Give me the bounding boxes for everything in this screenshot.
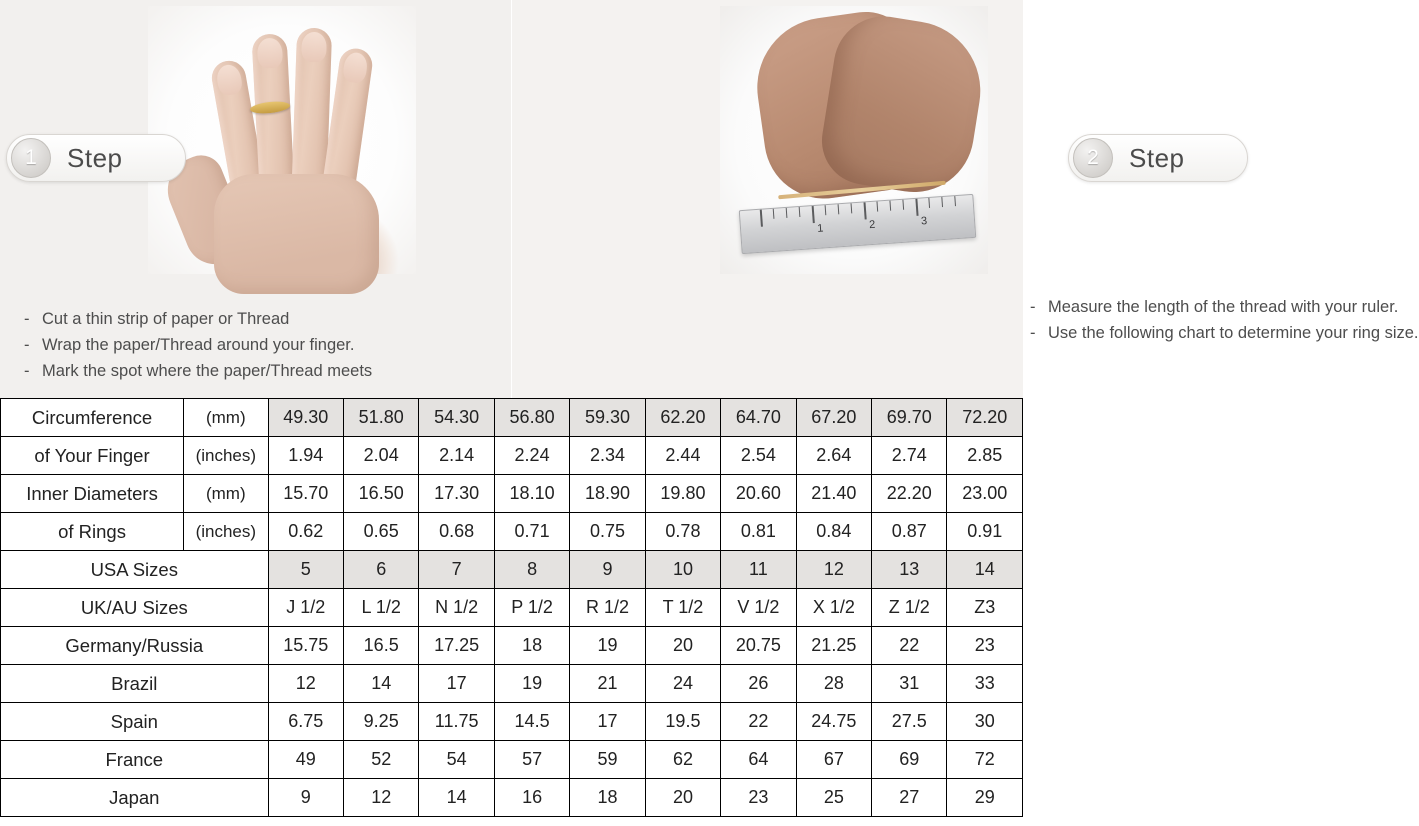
table-cell: L 1/2 (343, 589, 418, 627)
table-cell: 18.90 (570, 475, 645, 513)
table-cell: 12 (343, 779, 418, 817)
table-cell: 2.54 (721, 437, 796, 475)
ruler-number: 2 (868, 218, 876, 232)
table-cell: 59 (570, 741, 645, 779)
table-cell: 12 (268, 665, 343, 703)
table-cell: 2.74 (872, 437, 947, 475)
table-cell: 20.75 (721, 627, 796, 665)
table-cell: 22 (721, 703, 796, 741)
table-cell: 6.75 (268, 703, 343, 741)
table-cell: 20 (645, 627, 720, 665)
table-cell: 33 (947, 665, 1023, 703)
table-cell: 16 (494, 779, 569, 817)
table-cell: 14 (419, 779, 494, 817)
table-cell: 22 (872, 627, 947, 665)
right-hand-shape (816, 9, 991, 200)
table-cell: 52 (343, 741, 418, 779)
row-label: of Your Finger (1, 437, 184, 475)
table-cell: 20 (645, 779, 720, 817)
row-unit: (mm) (184, 399, 268, 437)
table-cell: 25 (796, 779, 871, 817)
step-1-badge (6, 134, 186, 182)
step-2-photo (720, 6, 988, 274)
table-cell: 17 (419, 665, 494, 703)
step-1-instructions (24, 306, 372, 384)
fingernail-icon (215, 63, 244, 97)
table-row (1, 589, 1023, 627)
table-cell: R 1/2 (570, 589, 645, 627)
step-1-photo (148, 6, 416, 274)
row-unit: (inches) (184, 437, 268, 475)
table-cell: 2.64 (796, 437, 871, 475)
table-cell: 23 (721, 779, 796, 817)
fingernail-icon (301, 32, 327, 63)
table-cell: 2.04 (343, 437, 418, 475)
table-cell: Z3 (947, 589, 1023, 627)
fingernail-icon (342, 51, 369, 84)
table-cell: 0.68 (419, 513, 494, 551)
list-item (1030, 320, 1419, 346)
table-cell: 64.70 (721, 399, 796, 437)
table-cell: 26 (721, 665, 796, 703)
hands-measuring-thread-illustration (720, 6, 988, 274)
table-cell: T 1/2 (645, 589, 720, 627)
table-cell: 18 (570, 779, 645, 817)
table-cell: 20.60 (721, 475, 796, 513)
table-row (1, 551, 1023, 589)
table-cell: 2.34 (570, 437, 645, 475)
table-cell: J 1/2 (268, 589, 343, 627)
list-item (24, 358, 372, 384)
table-cell: 17.25 (419, 627, 494, 665)
table-cell: 19.5 (645, 703, 720, 741)
table-cell: 29 (947, 779, 1023, 817)
table-cell: 0.75 (570, 513, 645, 551)
table-cell: 19 (570, 627, 645, 665)
row-label: Germany/Russia (1, 627, 269, 665)
table-cell: 51.80 (343, 399, 418, 437)
table-cell: 5 (268, 551, 343, 589)
table-row (1, 779, 1023, 817)
ruler-number: 3 (920, 215, 928, 228)
step-2-label: Step (1129, 142, 1185, 173)
step-2-instructions (1030, 294, 1419, 346)
table-cell: 23.00 (947, 475, 1023, 513)
size-chart-body (1, 399, 1023, 817)
step-1-label: Step (67, 142, 123, 173)
table-row (1, 437, 1023, 475)
table-cell: 2.44 (645, 437, 720, 475)
table-cell: 14 (947, 551, 1023, 589)
table-cell: 17 (570, 703, 645, 741)
table-cell: 69 (872, 741, 947, 779)
table-cell: 6 (343, 551, 418, 589)
table-cell: 54 (419, 741, 494, 779)
table-cell: 30 (947, 703, 1023, 741)
table-cell: 69.70 (872, 399, 947, 437)
table-cell: 2.24 (494, 437, 569, 475)
row-label: Spain (1, 703, 269, 741)
table-cell: 14.5 (494, 703, 569, 741)
table-cell: 23 (947, 627, 1023, 665)
table-cell: 21.25 (796, 627, 871, 665)
table-cell: 24 (645, 665, 720, 703)
table-cell: 14 (343, 665, 418, 703)
table-cell: 18.10 (494, 475, 569, 513)
table-cell: 2.14 (419, 437, 494, 475)
table-cell: 62 (645, 741, 720, 779)
row-label: of Rings (1, 513, 184, 551)
table-cell: 0.81 (721, 513, 796, 551)
fingernail-icon (257, 37, 283, 68)
step-1-number: 1 (11, 138, 51, 178)
list-item (1030, 294, 1419, 320)
row-label: Circumference (1, 399, 184, 437)
table-cell: 15.70 (268, 475, 343, 513)
table-cell: 9.25 (343, 703, 418, 741)
table-cell: 31 (872, 665, 947, 703)
list-item (24, 332, 372, 358)
list-item-label: Use the following chart to determine your ring size. (1048, 324, 1419, 342)
dash-icon: - (24, 336, 30, 354)
row-unit: (inches) (184, 513, 268, 551)
table-cell: N 1/2 (419, 589, 494, 627)
ruler-number: 1 (816, 222, 824, 235)
table-row (1, 399, 1023, 437)
table-cell: 2.85 (947, 437, 1023, 475)
table-cell: Z 1/2 (872, 589, 947, 627)
step-2-badge (1068, 134, 1248, 182)
table-cell: 59.30 (570, 399, 645, 437)
table-row (1, 627, 1023, 665)
table-cell: 11 (721, 551, 796, 589)
table-cell: 49.30 (268, 399, 343, 437)
row-label: Brazil (1, 665, 269, 703)
row-label: France (1, 741, 269, 779)
table-cell: 19.80 (645, 475, 720, 513)
table-cell: 22.20 (872, 475, 947, 513)
table-cell: 11.75 (419, 703, 494, 741)
table-cell: 17.30 (419, 475, 494, 513)
row-label: USA Sizes (1, 551, 269, 589)
table-row (1, 513, 1023, 551)
table-row (1, 475, 1023, 513)
table-cell: 0.87 (872, 513, 947, 551)
table-cell: 21 (570, 665, 645, 703)
table-cell: 62.20 (645, 399, 720, 437)
table-cell: 49 (268, 741, 343, 779)
list-item-label: Cut a thin strip of paper or Thread (42, 310, 290, 328)
table-cell: V 1/2 (721, 589, 796, 627)
row-label: UK/AU Sizes (1, 589, 269, 627)
size-chart-wrapper (0, 398, 1023, 817)
dash-icon: - (1030, 324, 1036, 342)
table-cell: 7 (419, 551, 494, 589)
dash-icon: - (1030, 298, 1036, 316)
table-cell: 0.62 (268, 513, 343, 551)
table-cell: X 1/2 (796, 589, 871, 627)
step-2-number: 2 (1073, 138, 1113, 178)
table-cell: 27 (872, 779, 947, 817)
table-cell: 9 (268, 779, 343, 817)
list-item-label: Measure the length of the thread with your ruler. (1048, 298, 1399, 316)
list-item (24, 306, 372, 332)
table-cell: 67 (796, 741, 871, 779)
table-cell: 28 (796, 665, 871, 703)
table-cell: 56.80 (494, 399, 569, 437)
table-cell: 12 (796, 551, 871, 589)
step-2-panel (511, 0, 1419, 398)
table-cell: 16.50 (343, 475, 418, 513)
table-cell: 16.5 (343, 627, 418, 665)
dash-icon: - (24, 362, 30, 380)
table-cell: 27.5 (872, 703, 947, 741)
table-cell: 9 (570, 551, 645, 589)
list-item-label: Wrap the paper/Thread around your finger. (42, 336, 355, 354)
table-cell: 64 (721, 741, 796, 779)
table-cell: 19 (494, 665, 569, 703)
table-row (1, 665, 1023, 703)
row-label: Japan (1, 779, 269, 817)
table-cell: 67.20 (796, 399, 871, 437)
table-cell: 15.75 (268, 627, 343, 665)
table-cell: 8 (494, 551, 569, 589)
table-cell: 0.91 (947, 513, 1023, 551)
palm-shape (214, 174, 379, 294)
table-cell: P 1/2 (494, 589, 569, 627)
dash-icon: - (24, 310, 30, 328)
row-unit: (mm) (184, 475, 268, 513)
table-cell: 0.71 (494, 513, 569, 551)
table-row (1, 741, 1023, 779)
step-1-panel (0, 0, 511, 398)
table-cell: 0.78 (645, 513, 720, 551)
table-cell: 72.20 (947, 399, 1023, 437)
list-item-label: Mark the spot where the paper/Thread meets (42, 362, 373, 380)
table-cell: 24.75 (796, 703, 871, 741)
table-cell: 0.65 (343, 513, 418, 551)
steps-section (0, 0, 1419, 398)
ring-size-chart-table (0, 398, 1023, 817)
table-cell: 57 (494, 741, 569, 779)
table-cell: 0.84 (796, 513, 871, 551)
table-cell: 1.94 (268, 437, 343, 475)
row-label: Inner Diameters (1, 475, 184, 513)
table-cell: 18 (494, 627, 569, 665)
table-cell: 10 (645, 551, 720, 589)
hand-with-thread-illustration (148, 6, 416, 274)
table-row (1, 703, 1023, 741)
ruler-icon (739, 194, 976, 254)
table-cell: 72 (947, 741, 1023, 779)
table-cell: 13 (872, 551, 947, 589)
table-cell: 54.30 (419, 399, 494, 437)
table-cell: 21.40 (796, 475, 871, 513)
